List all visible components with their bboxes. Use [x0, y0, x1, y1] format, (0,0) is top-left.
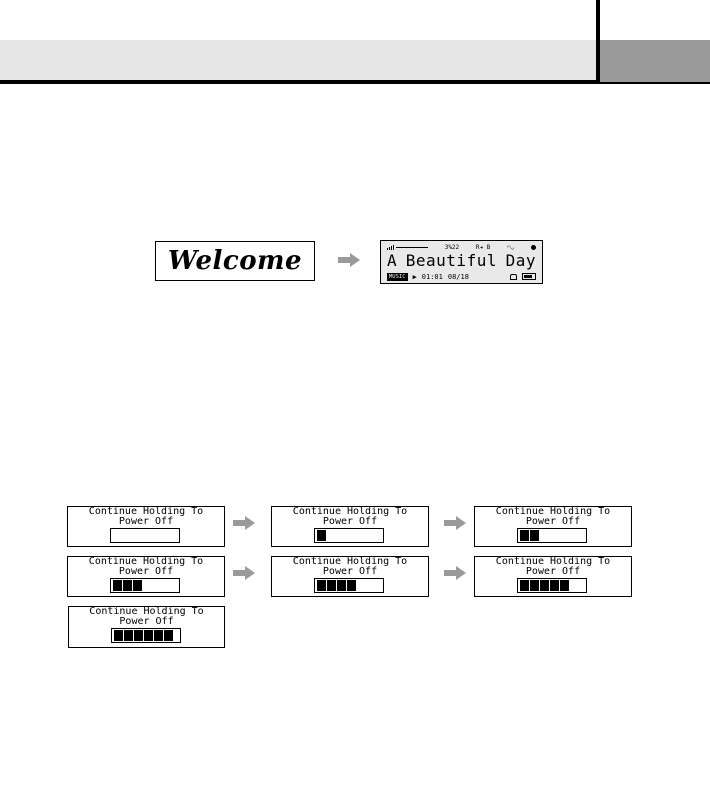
right-arrow-icon — [233, 566, 255, 580]
power-off-line-1: Continue Holding To — [89, 606, 204, 617]
power-off-message — [272, 507, 428, 527]
progress-segment — [520, 580, 529, 591]
now-playing-screen — [380, 240, 543, 284]
power-off-line-2: Power Off — [322, 566, 378, 577]
lcd-title-word-2: Beautiful — [405, 251, 497, 270]
power-off-progress-bar — [110, 578, 180, 593]
play-icon: ▶ — [412, 272, 417, 281]
progress-segment — [124, 630, 133, 641]
battery-icon — [522, 273, 536, 280]
progress-segment — [114, 630, 123, 641]
right-arrow-icon — [338, 253, 360, 267]
power-off-message — [475, 507, 631, 527]
lcd-title-word-3: Day — [505, 251, 536, 270]
power-off-progress-bar — [110, 528, 180, 543]
header-rule — [0, 80, 598, 84]
power-off-screen — [68, 606, 225, 648]
power-off-line-1: Continue Holding To — [495, 506, 611, 517]
lcd-bitrate: 3%22 — [444, 243, 460, 251]
lcd-title-word-1: A — [387, 251, 398, 270]
progress-segment — [347, 580, 356, 591]
power-off-line-1: Continue Holding To — [88, 556, 204, 567]
power-off-screen — [474, 556, 632, 597]
power-off-line-1: Continue Holding To — [292, 556, 408, 567]
lcd-song-title — [387, 251, 536, 270]
signal-icon — [387, 245, 394, 250]
power-off-screen — [67, 556, 225, 597]
clock-icon — [531, 245, 536, 250]
lcd-time: 01:01 — [421, 272, 443, 281]
lcd-repeat: R◂ B — [475, 243, 491, 251]
welcome-screen — [155, 241, 315, 281]
progress-segment — [530, 580, 539, 591]
progress-segment — [154, 630, 163, 641]
power-off-screen — [271, 556, 429, 597]
power-off-progress-bar — [517, 578, 587, 593]
power-off-line-1: Continue Holding To — [495, 556, 611, 567]
lock-icon — [510, 274, 517, 280]
power-off-message — [69, 607, 224, 627]
power-off-message — [272, 557, 428, 577]
power-off-line-2: Power Off — [118, 566, 174, 577]
power-off-message — [68, 507, 224, 527]
power-off-progress-bar — [314, 578, 384, 593]
progress-segment — [317, 580, 326, 591]
progress-segment — [560, 580, 569, 591]
power-off-line-2: Power Off — [525, 566, 581, 577]
progress-segment — [530, 530, 539, 541]
power-off-message — [475, 557, 631, 577]
power-off-message — [68, 557, 224, 577]
progress-segment — [317, 530, 326, 541]
welcome-text: Welcome — [167, 246, 303, 276]
progress-segment — [133, 580, 142, 591]
progress-segment — [123, 580, 132, 591]
power-off-progress-bar — [517, 528, 587, 543]
progress-segment — [164, 630, 173, 641]
progress-segment — [550, 580, 559, 591]
power-off-line-1: Continue Holding To — [292, 506, 408, 517]
progress-segment — [337, 580, 346, 591]
power-off-line-2: Power Off — [322, 516, 378, 527]
lcd-status-row — [387, 243, 536, 251]
right-arrow-icon — [444, 516, 466, 530]
power-off-progress-bar — [111, 628, 181, 643]
right-arrow-icon — [233, 516, 255, 530]
power-off-screen — [67, 506, 225, 547]
power-off-line-1: Continue Holding To — [88, 506, 204, 517]
eq-icon: ◠◡ — [507, 243, 515, 251]
lcd-track: 08/18 — [447, 272, 469, 281]
header-tab-rule — [600, 82, 710, 84]
music-mode-badge: MUSIC — [389, 273, 406, 280]
lcd-info-row — [387, 272, 536, 281]
power-off-line-2: Power Off — [525, 516, 581, 527]
power-off-line-2: Power Off — [119, 616, 174, 627]
progress-segment — [113, 580, 122, 591]
right-arrow-icon — [444, 566, 466, 580]
progress-segment — [327, 580, 336, 591]
progress-line — [396, 247, 428, 248]
power-off-progress-bar — [314, 528, 384, 543]
power-off-screen — [474, 506, 632, 547]
header-strip — [0, 40, 598, 82]
progress-segment — [520, 530, 529, 541]
power-off-line-2: Power Off — [118, 516, 174, 527]
progress-segment — [134, 630, 143, 641]
power-off-screen — [271, 506, 429, 547]
progress-segment — [144, 630, 153, 641]
progress-segment — [540, 580, 549, 591]
header-tab — [600, 40, 710, 84]
